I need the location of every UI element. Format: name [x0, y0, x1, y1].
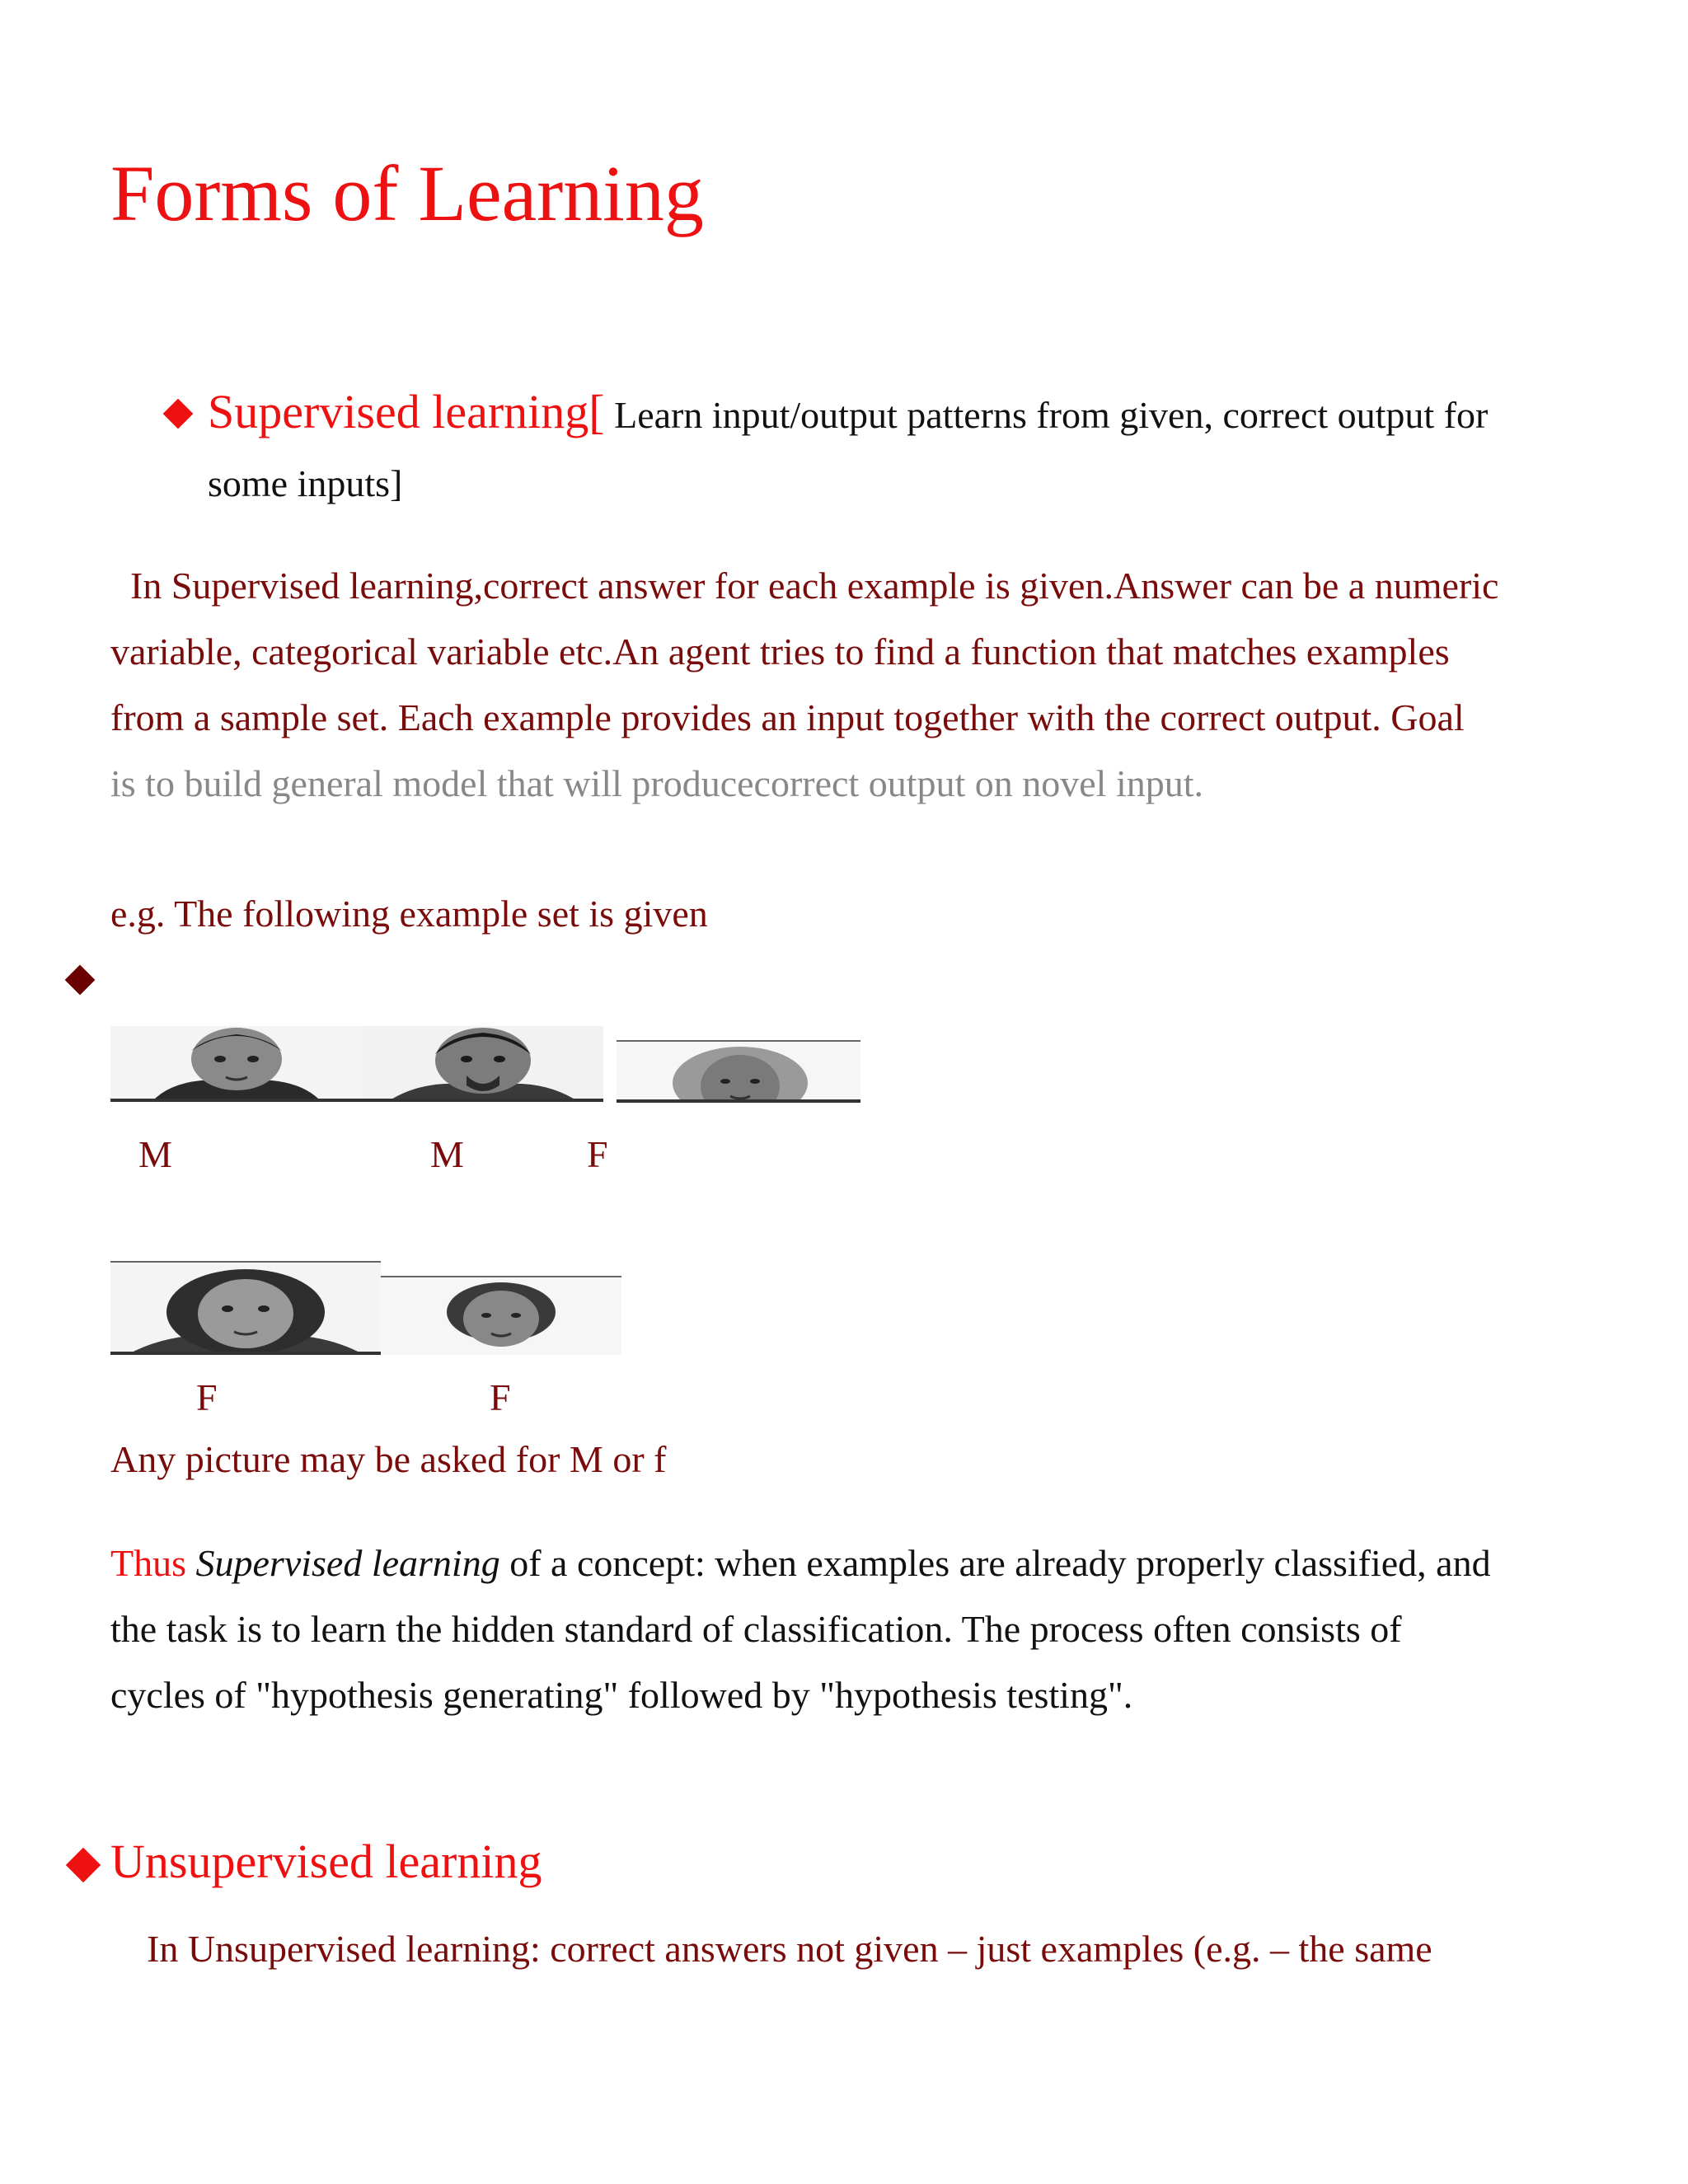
dark-diamond-bullet-icon	[65, 965, 96, 996]
question-text: Any picture may be asked for M or f	[110, 1438, 667, 1480]
supervised-para-line4: is to build general model that will producecorrect output on novel input.	[110, 762, 1204, 804]
unsupervised-heading: Unsupervised learning	[110, 1835, 542, 1888]
face-image-female-2	[110, 1261, 381, 1355]
supervised-para-line1: In Supervised learning,correct answer for each example is given.Answer can be a numeric	[130, 565, 1499, 607]
example-intro: e.g. The following example set is given	[110, 893, 708, 935]
supervised-desc-line2: some inputs]	[208, 462, 403, 504]
thus-italic: Supervised learning	[195, 1542, 500, 1584]
label-row1-2: M	[430, 1133, 464, 1175]
thus-rest1: of a concept: when examples are already properly classified, and	[499, 1542, 1491, 1584]
supervised-para-line3: from a sample set. Each example provides an input together with the correct output. Goal	[110, 696, 1465, 738]
face-image-female-1	[617, 1040, 860, 1103]
red-diamond-bullet-icon	[163, 399, 194, 429]
thus-line2: the task is to learn the hidden standard of classification. The process often consists of	[110, 1608, 1402, 1650]
face-image-male-1	[110, 1026, 363, 1102]
page-title: Forms of Learning	[110, 149, 704, 237]
label-row1-3: F	[587, 1133, 608, 1175]
supervised-desc-line1: Learn input/output patterns from given, correct output for	[604, 394, 1489, 436]
face-image-female-3	[381, 1276, 621, 1355]
thus-line3: cycles of "hypothesis generating" followed by "hypothesis testing".	[110, 1674, 1133, 1716]
thus-line1	[110, 1538, 1491, 1589]
face-image-male-2	[363, 1026, 603, 1102]
label-row1-1: M	[138, 1133, 172, 1175]
supervised-para-line2: variable, categorical variable etc.An agent tries to find a function that matches examples	[110, 630, 1450, 673]
supervised-heading: Supervised learning[	[208, 385, 605, 438]
label-row2-1: F	[196, 1376, 218, 1418]
unsupervised-para-line1: In Unsupervised learning: correct answers not given – just examples (e.g. – the same	[147, 1928, 1432, 1970]
supervised-heading-line	[208, 383, 1488, 441]
thus-word: Thus	[110, 1542, 186, 1584]
red-diamond-bullet-icon	[66, 1848, 101, 1882]
label-row2-2: F	[490, 1376, 511, 1418]
